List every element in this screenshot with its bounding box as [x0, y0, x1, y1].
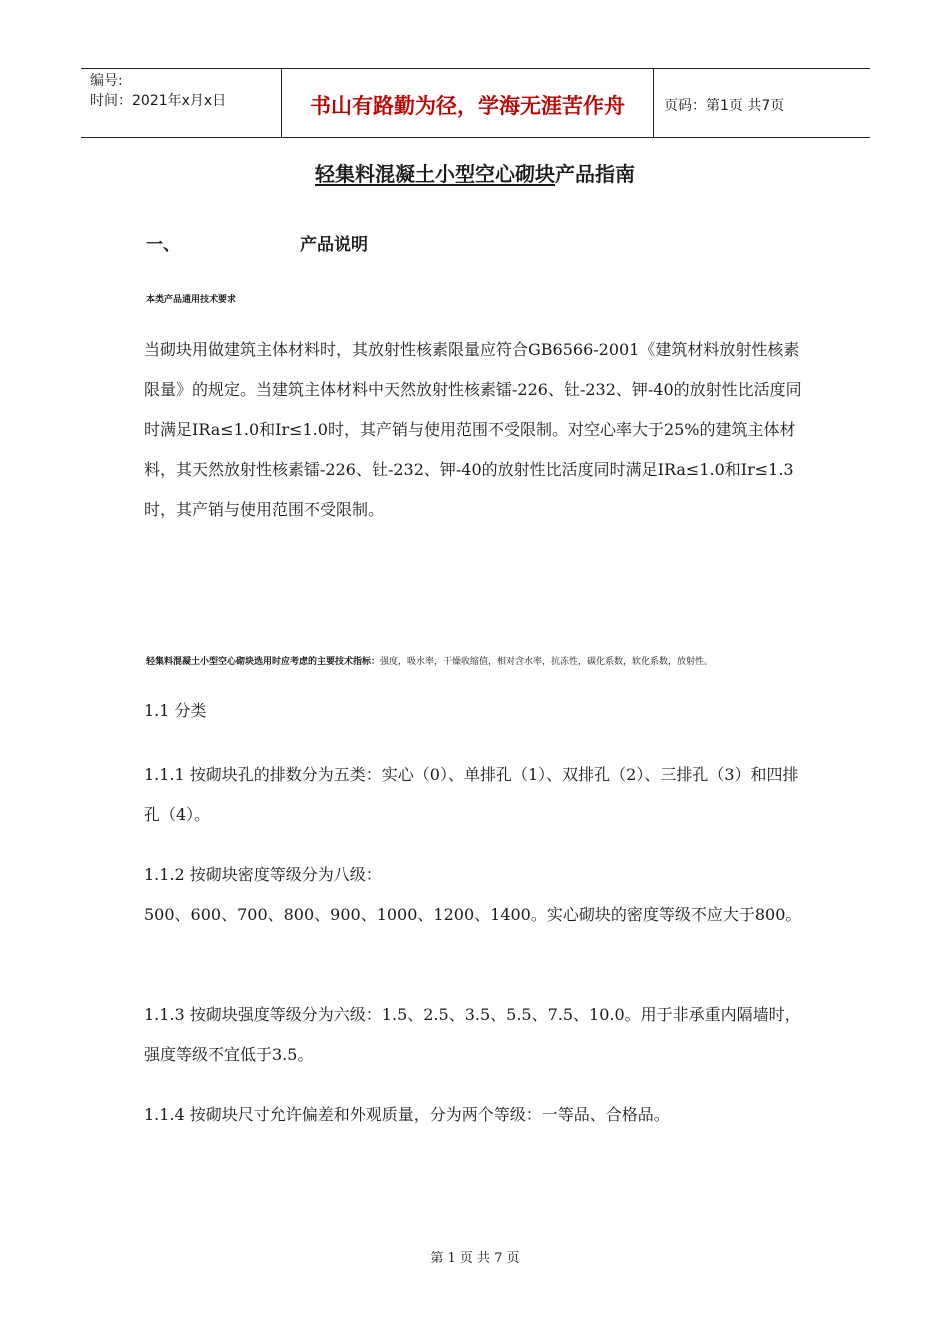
header-motto: 书山有路勤为径，学海无涯苦作舟	[281, 69, 654, 137]
classification-item: 1.1.1 按砌块孔的排数分为五类：实心（0）、单排孔（1）、双排孔（2）、三排孔（3）和四排孔（4）。	[144, 765, 799, 824]
page-footer: 第 1 页 共 7 页	[430, 1251, 520, 1266]
page-header	[81, 68, 870, 138]
header-meta	[81, 69, 281, 137]
indicators-label: 轻集料混凝土小型空心砌块选用时应考虑的主要技术指标：	[146, 657, 381, 667]
classification-heading: 1.1 分类	[144, 701, 207, 720]
title-underlined: 轻集料混凝土小型空心砌块	[315, 162, 555, 186]
indicators-items: 强度，吸水率，干燥收缩值，相对含水率，抗冻性，碳化系数，软化系数，放射性。	[380, 657, 714, 667]
section-heading	[146, 230, 368, 255]
header-page-info: 页码：第1页 共7页	[664, 98, 785, 114]
classification-item: 1.1.3 按砌块强度等级分为六级：1.5、2.5、3.5、5.5、7.5、10.0。用于非承重内隔墙时，强度等级不宜低于3.5。	[144, 1005, 801, 1064]
document-number-label: 编号:	[90, 73, 123, 89]
indicators-line	[146, 654, 713, 667]
classification-item: 1.1.4 按砌块尺寸允许偏差和外观质量，分为两个等级：一等品、合格品。	[144, 1105, 670, 1124]
document-date: 时间：2021年x月x日	[90, 93, 227, 109]
title-rest: 产品指南	[555, 162, 635, 186]
classification-item: 1.1.2 按砌块密度等级分为八级： 500、600、700、800、900、1000、1200、1400。实心砌块的密度等级不应大于800。	[144, 865, 802, 924]
document-title	[0, 158, 950, 187]
radioactivity-paragraph: 当砌块用做建筑主体材料时，其放射性核素限量应符合GB6566-2001《建筑材料放射性核素限量》的规定。当建筑主体材料中天然放射性核素镭-226、钍-232、钾-40的放射性比活度同时满足IRa≤1.0和Ir≤1.0时，其产销与使用范围不受限制。对空心率大于25%的建筑主体材料，其天然放射性核素镭-226、钍-232、钾-40的放射性比活度同时满足IRa≤1.0和Ir≤1.3时，其产销与使用范围不受限制。	[144, 340, 802, 519]
section-number: 一、	[146, 235, 180, 255]
section-title: 产品说明	[300, 235, 368, 255]
general-requirements-label: 本类产品通用技术要求	[146, 295, 237, 305]
